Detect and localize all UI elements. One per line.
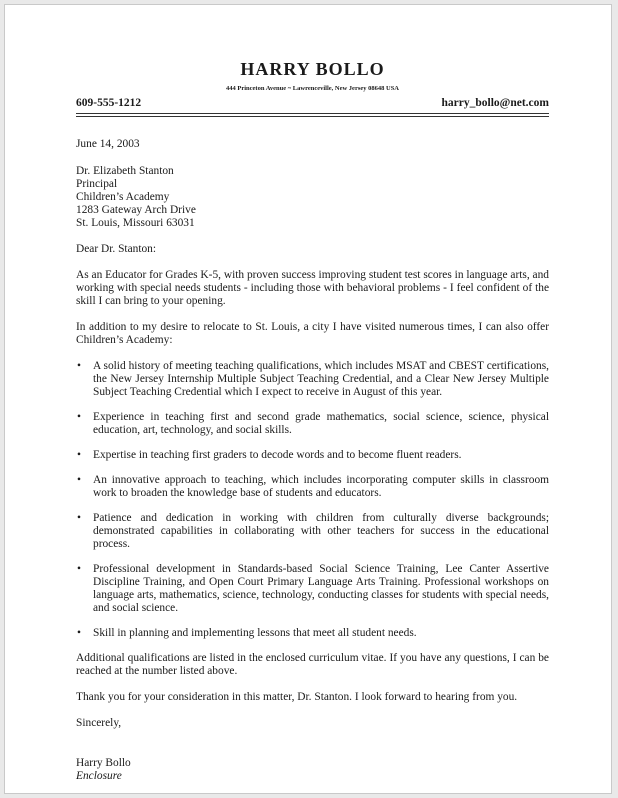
letter-date: June 14, 2003 <box>76 138 140 150</box>
list-item-text: Skill in planning and implementing lessons that meet all student needs. <box>93 627 417 639</box>
list-item-text: Experience in teaching first and second grade mathematics, social science, science, physical education, art, technology, and social skills. <box>93 411 549 436</box>
list-item <box>76 512 549 551</box>
additional-paragraph: Additional qualifications are listed in the enclosed curriculum vitae. If you have any questions, I can be reached at the number listed above. <box>76 652 549 677</box>
bullet-icon: • <box>77 512 81 524</box>
list-item <box>76 563 549 615</box>
thanks-paragraph: Thank you for your consideration in this matter, Dr. Stanton. I look forward to hearing from you. <box>76 691 518 703</box>
qualifications-list <box>76 360 549 640</box>
list-item-text: Professional development in Standards-based Social Science Training, Lee Canter Assertive Discipline Training, and Open Court Primary Language Arts Training. Professional workshops on language arts, mathematics, science, technology, conducting classes for students with special needs, and social science. <box>93 563 549 614</box>
list-item <box>76 474 549 500</box>
list-item <box>76 449 549 462</box>
recipient-line: Dr. Elizabeth Stanton <box>76 165 174 177</box>
letter-page <box>4 4 612 794</box>
bullet-icon: • <box>77 411 81 423</box>
intro-paragraph: As an Educator for Grades K-5, with proven success improving student test scores in language arts, and working with special needs students - including those with behavioral problems - I feel confident of the skill I can bring to your opening. <box>76 269 549 307</box>
list-item <box>76 627 549 640</box>
salutation: Dear Dr. Stanton: <box>76 243 157 255</box>
header-rule-top <box>76 113 549 114</box>
list-item-text: A solid history of meeting teaching qualifications, which includes MSAT and CBEST certifications, the New Jersey Internship Multiple Subject Teaching Credential, and a Clear New Jersey Multiple Subject Teaching Credential which I expect to receive in August of this year. <box>93 360 549 398</box>
letter-body <box>76 138 549 783</box>
list-item <box>76 360 549 399</box>
recipient-line: Principal <box>76 178 118 190</box>
sender-email: harry_bollo@net.com <box>441 97 549 109</box>
contact-row <box>76 97 549 109</box>
list-item <box>76 411 549 437</box>
sender-address: 444 Princeton Avenue ~ Lawrenceville, New Jersey 08648 USA <box>225 85 399 92</box>
recipient-block <box>76 165 549 230</box>
recipient-line: 1283 Gateway Arch Drive <box>76 204 196 216</box>
recipient-line: St. Louis, Missouri 63031 <box>76 217 195 229</box>
recipient-line: Children’s Academy <box>76 191 170 203</box>
list-item-text: Expertise in teaching first graders to decode words and to become fluent readers. <box>93 449 462 461</box>
enclosure-note: Enclosure <box>76 770 122 782</box>
signature-name: Harry Bollo <box>76 757 131 769</box>
header-rule-bottom <box>76 116 549 117</box>
sender-name: HARRY BOLLO <box>240 59 385 79</box>
bullet-icon: • <box>77 474 81 486</box>
bullet-icon: • <box>77 360 81 372</box>
bullet-icon: • <box>77 449 81 461</box>
sender-phone: 609-555-1212 <box>76 97 142 109</box>
list-item-text: Patience and dedication in working with children from culturally diverse backgrounds; demonstrated capabilities in collaborating with other teachers for success in the educational process. <box>93 512 549 550</box>
closing: Sincerely, <box>76 717 122 729</box>
bullet-icon: • <box>77 627 81 639</box>
bullet-icon: • <box>77 563 81 575</box>
relocate-paragraph: In addition to my desire to relocate to St. Louis, a city I have visited numerous times, I can also offer Children’s Academy: <box>76 321 549 346</box>
list-item-text: An innovative approach to teaching, which includes incorporating computer skills in classroom work to broaden the knowledge base of students and educators. <box>93 474 549 499</box>
